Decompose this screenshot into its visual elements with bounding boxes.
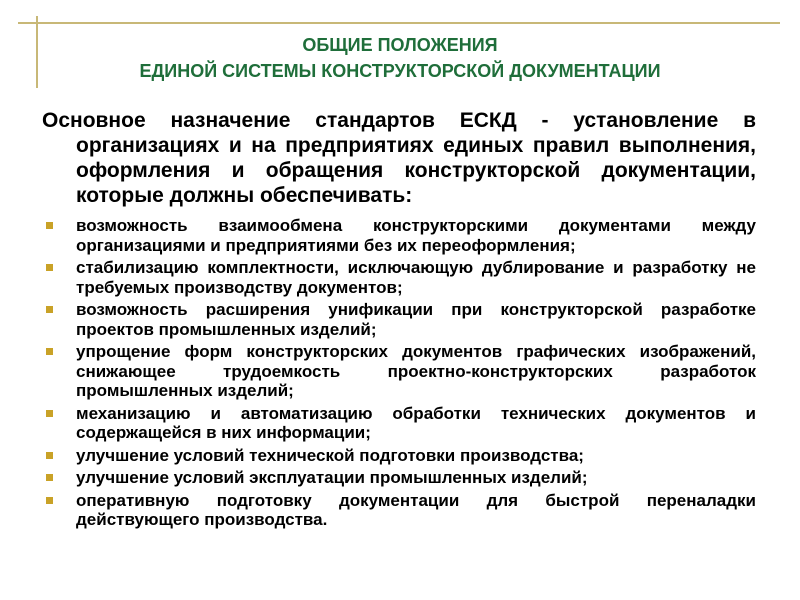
slide-title	[0, 32, 800, 84]
list-item	[42, 468, 756, 488]
list-item	[42, 300, 756, 339]
intro-paragraph: Основное назначение стандартов ЕСКД - установление в организациях и на предприятиях единых правил выполнения, оформления и обращения конструкторской документации, которые должны обеспечивать:	[42, 109, 756, 207]
square-bullet-icon	[46, 474, 53, 481]
list-item-text: улучшение условий технической подготовки производства;	[76, 445, 584, 465]
list-item-text: оперативную подготовку документации для быстрой переналадки действующего производства.	[76, 490, 756, 529]
slide-body	[42, 108, 756, 533]
list-item-text: возможность расширения унификации при конструкторской разработке проектов промышленных изделий;	[76, 300, 756, 339]
list-item	[42, 491, 756, 530]
bullet-list	[42, 216, 756, 530]
list-item-text: возможность взаимообмена конструкторскими документами между организациями и предприятиями без их переоформления;	[76, 216, 756, 255]
square-bullet-icon	[46, 497, 53, 504]
square-bullet-icon	[46, 452, 53, 459]
list-item	[42, 216, 756, 255]
list-item	[42, 404, 756, 443]
square-bullet-icon	[46, 410, 53, 417]
list-item	[42, 446, 756, 466]
square-bullet-icon	[46, 306, 53, 313]
list-item-text: упрощение форм конструкторских документов графических изображений, снижающее трудоемкость проектно-конструкторских разработок промышленных изделий;	[76, 342, 756, 400]
title-line-2: ЕДИНОЙ СИСТЕМЫ КОНСТРУКТОРСКОЙ ДОКУМЕНТАЦИИ	[139, 61, 661, 81]
list-item-text: стабилизацию комплектности, исключающую дублирование и разработку не требуемых производству документов;	[76, 258, 756, 297]
list-item-text: механизацию и автоматизацию обработки технических документов и содержащейся в них информации;	[76, 403, 756, 442]
square-bullet-icon	[46, 348, 53, 355]
list-item-text: улучшение условий эксплуатации промышленных изделий;	[76, 468, 588, 487]
title-line-1: ОБЩИЕ ПОЛОЖЕНИЯ	[302, 35, 498, 55]
list-item	[42, 342, 756, 401]
decorative-rule-horizontal	[18, 22, 780, 24]
square-bullet-icon	[46, 222, 53, 229]
list-item	[42, 258, 756, 297]
square-bullet-icon	[46, 264, 53, 271]
